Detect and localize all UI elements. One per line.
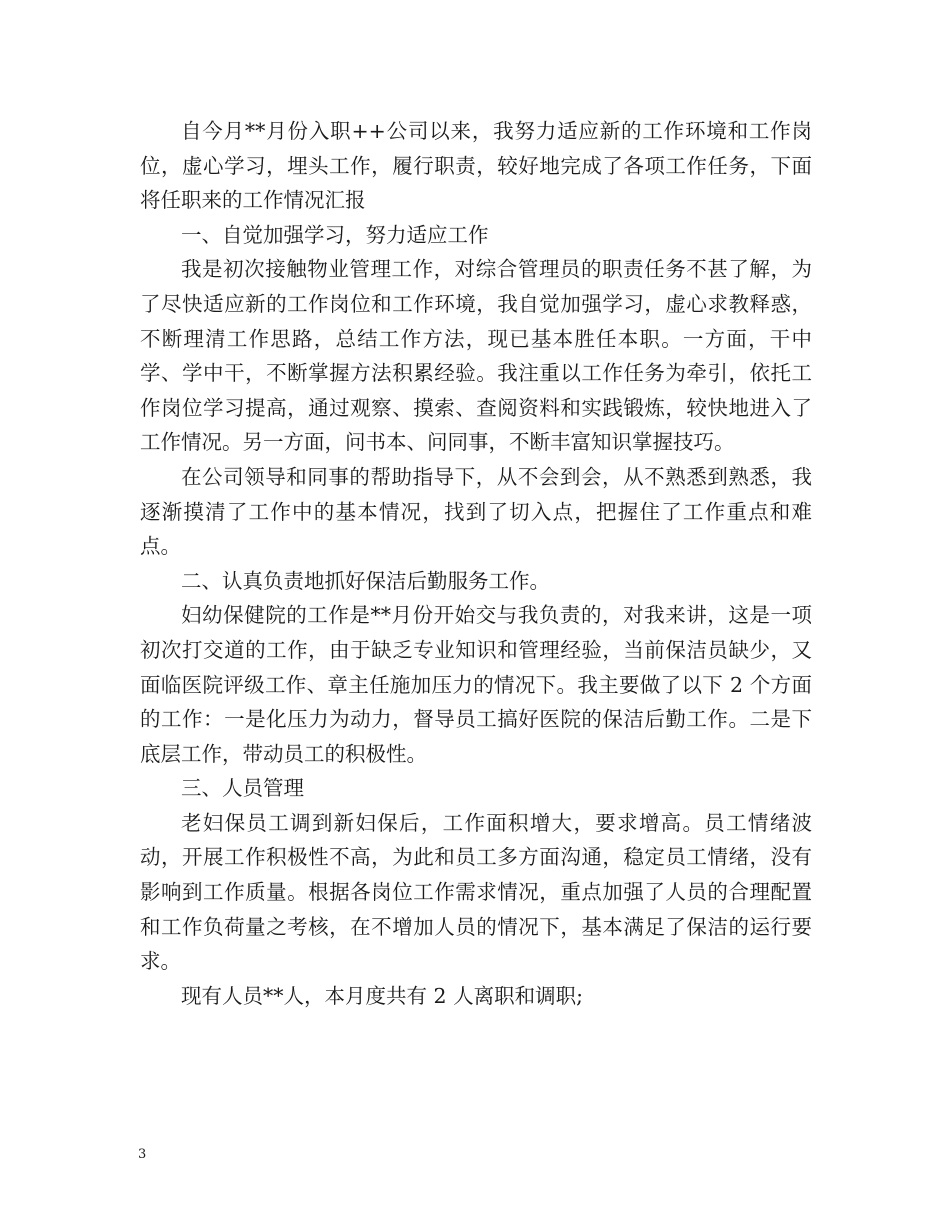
body-paragraph: 妇幼保健院的工作是**月份开始交与我负责的，对我来讲，这是一项初次打交道的工作，由于缺乏专业知识和管理经验，当前保洁员缺少，又面临医院评级工作、章主任施加压力的情况下。我主要做了以下 2 个方面的工作：一是化压力为动力，督导员工搞好医院的保洁后勤工作。二是下底层工作，带动员工的积极性。	[140, 603, 812, 766]
intro-paragraph: 自今月**月份入职++公司以来，我努力适应新的工作环境和工作岗位，虚心学习，埋头工作，履行职责，较好地完成了各项工作任务，下面将任职来的工作情况汇报	[140, 119, 812, 213]
body-paragraph: 在公司领导和同事的帮助指导下，从不会到会，从不熟悉到熟悉，我逐渐摸清了工作中的基本情况，找到了切入点，把握住了工作重点和难点。	[140, 464, 812, 559]
section-heading-3: 三、人员管理	[181, 776, 304, 801]
document-body	[140, 114, 812, 1013]
section-heading-2: 二、认真负责地抓好保洁后勤服务工作。	[181, 568, 550, 593]
body-paragraph: 我是初次接触物业管理工作，对综合管理员的职责任务不甚了解，为了尽快适应新的工作岗位和工作环境，我自觉加强学习，虚心求教释惑，不断理清工作思路，总结工作方法，现已基本胜任本职。一方面，干中学、学中干，不断掌握方法积累经验。我注重以工作任务为牵引，依托工作岗位学习提高，通过观察、摸索、查阅资料和实践锻炼，较快地进入了工作情况。另一方面，问书本、问同事，不断丰富知识掌握技巧。	[140, 257, 812, 455]
body-paragraph: 老妇保员工调到新妇保后，工作面积增大，要求增高。员工情绪波动，开展工作积极性不高，为此和员工多方面沟通，稳定员工情绪，没有影响到工作质量。根据各岗位工作需求情况，重点加强了人员的合理配置和工作负荷量之考核，在不增加人员的情况下，基本满足了保洁的运行要求。	[140, 810, 812, 974]
body-paragraph: 现有人员**人，本月度共有 2 人离职和调职;	[181, 983, 583, 1008]
section-heading-1: 一、自觉加强学习，努力适应工作	[181, 222, 489, 247]
page-number: 3	[138, 1147, 147, 1162]
